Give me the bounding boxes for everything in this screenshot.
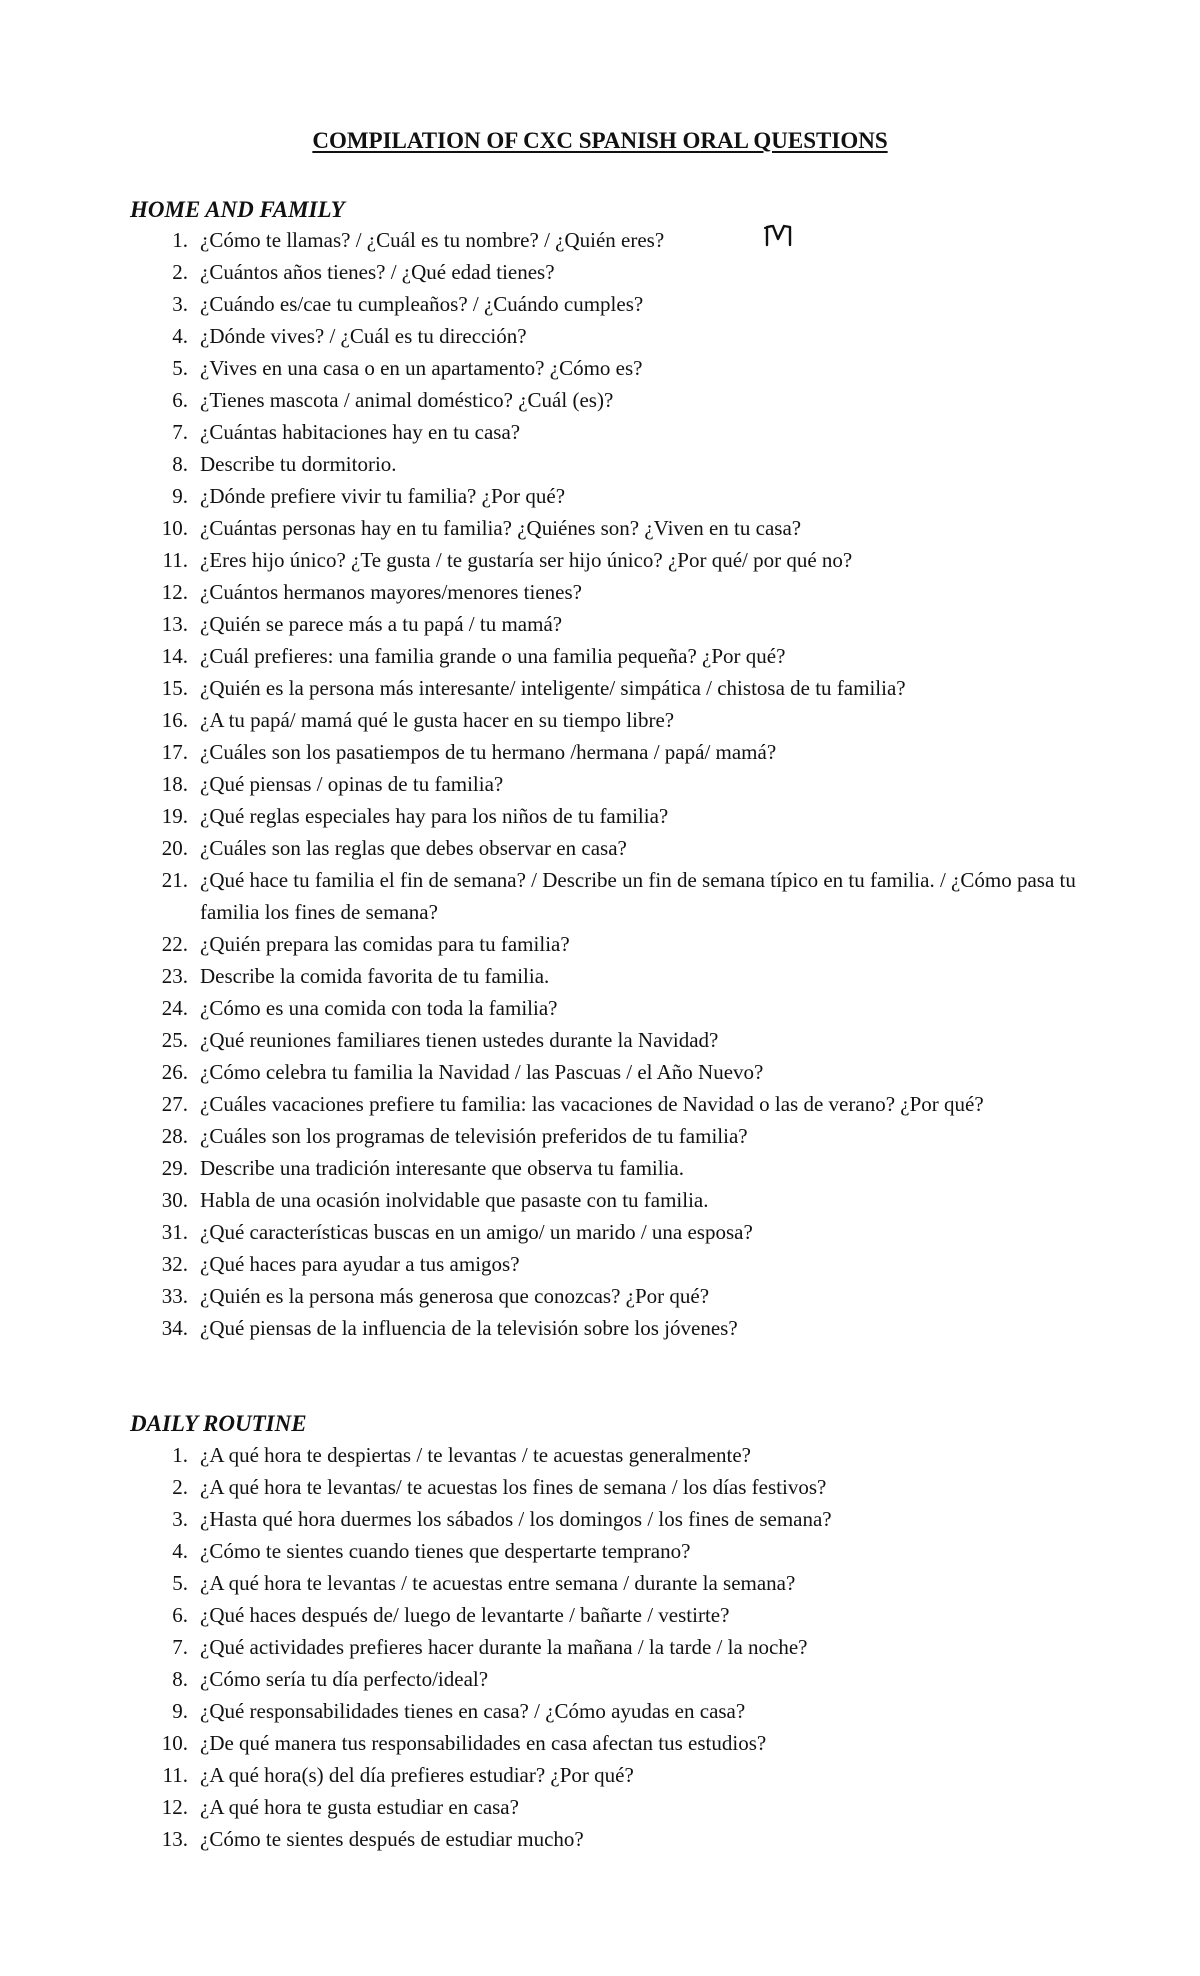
question-text: ¿Cómo sería tu día perfecto/ideal? [200,1667,489,1691]
question-number: 32. [161,1252,188,1276]
question-text: ¿Tienes mascota / animal doméstico? ¿Cuál (es)? [200,388,614,412]
question-text: ¿Qué reuniones familiares tienen ustedes durante la Navidad? [200,1028,719,1052]
question-item [0,1439,1200,1471]
question-number: 10. [161,516,188,540]
question-item [0,512,1200,544]
question-text: ¿Cómo te sientes cuando tienes que despertarte temprano? [200,1539,691,1563]
question-text: ¿Eres hijo único? ¿Te gusta / te gustaría ser hijo único? ¿Por qué/ por qué no? [200,548,853,572]
question-text: ¿Quién se parece más a tu papá / tu mamá? [200,612,563,636]
question-number: 3. [172,292,188,316]
question-text: ¿A qué hora te despiertas / te levantas / te acuestas generalmente? [200,1443,752,1467]
question-item [0,416,1200,448]
question-text: ¿Cuál prefieres: una familia grande o una familia pequeña? ¿Por qué? [200,644,786,668]
question-item [0,1471,1200,1503]
question-item [0,1535,1200,1567]
question-number: 19. [161,804,188,828]
handwritten-m-mark [764,223,794,249]
question-item [0,448,1200,480]
question-text: ¿Qué piensas / opinas de tu familia? [200,772,504,796]
question-text: ¿De qué manera tus responsabilidades en casa afectan tus estudios? [200,1731,767,1755]
question-text: Describe una tradición interesante que observa tu familia. [200,1156,684,1180]
question-item [0,1823,1200,1855]
question-number: 16. [161,708,188,732]
question-text: ¿Qué actividades prefieres hacer durante la mañana / la tarde / la noche? [200,1635,808,1659]
question-item [0,1152,1200,1184]
question-item [0,1727,1200,1759]
question-text: ¿Quién es la persona más generosa que conozcas? ¿Por qué? [200,1284,710,1308]
question-number: 9. [172,484,188,508]
question-text: ¿Qué piensas de la influencia de la televisión sobre los jóvenes? [200,1316,738,1340]
question-text: Describe la comida favorita de tu familia. [200,964,550,988]
question-text: ¿A qué hora te levantas/ te acuestas los fines de semana / los días festivos? [200,1475,827,1499]
question-number: 34. [161,1316,188,1340]
question-number: 13. [161,1827,188,1851]
question-number: 22. [161,932,188,956]
question-text: ¿Quién prepara las comidas para tu familia? [200,932,570,956]
question-item [0,1631,1200,1663]
question-item [0,320,1200,352]
question-text: ¿Cuáles son los pasatiempos de tu hermano /hermana / papá/ mamá? [200,740,777,764]
question-text: ¿Cómo te llamas? / ¿Cuál es tu nombre? / ¿Quién eres? [200,228,665,252]
question-item [0,864,1200,928]
question-number: 7. [172,1635,188,1659]
question-item [0,384,1200,416]
question-item [0,352,1200,384]
question-number: 2. [172,1475,188,1499]
question-item [0,1599,1200,1631]
question-item [0,1695,1200,1727]
question-number: 26. [161,1060,188,1084]
question-number: 23. [161,964,188,988]
question-number: 30. [161,1188,188,1212]
question-number: 11. [162,1763,188,1787]
question-number: 15. [161,676,188,700]
question-text: ¿A qué hora te levantas / te acuestas entre semana / durante la semana? [200,1571,796,1595]
question-item [0,960,1200,992]
question-item [0,608,1200,640]
question-item [0,1216,1200,1248]
question-number: 1. [172,228,188,252]
question-number: 1. [172,1443,188,1467]
question-text: ¿Qué hace tu familia el fin de semana? / Describe un fin de semana típico en tu familia. / ¿Cómo pasa tu familia los fines de semana? [200,868,1076,924]
question-item [0,480,1200,512]
question-list-daily-routine [0,1439,1200,1855]
question-number: 6. [172,388,188,412]
question-number: 18. [161,772,188,796]
question-text: ¿Cuántos hermanos mayores/menores tienes? [200,580,582,604]
question-number: 9. [172,1699,188,1723]
question-item [0,224,1200,256]
question-item [0,1280,1200,1312]
question-item [0,1663,1200,1695]
question-number: 4. [172,324,188,348]
question-item [0,800,1200,832]
question-text: ¿Qué responsabilidades tienes en casa? / ¿Cómo ayudas en casa? [200,1699,746,1723]
question-text: ¿Cuántas habitaciones hay en tu casa? [200,420,521,444]
question-item [0,544,1200,576]
question-text: ¿Dónde prefiere vivir tu familia? ¿Por qué? [200,484,566,508]
question-number: 27. [161,1092,188,1116]
question-number: 12. [161,1795,188,1819]
question-number: 8. [172,1667,188,1691]
question-item [0,928,1200,960]
question-number: 3. [172,1507,188,1531]
question-text: ¿Cuántas personas hay en tu familia? ¿Quiénes son? ¿Viven en tu casa? [200,516,802,540]
question-number: 12. [161,580,188,604]
question-number: 28. [161,1124,188,1148]
question-number: 6. [172,1603,188,1627]
question-item [0,288,1200,320]
question-number: 8. [172,452,188,476]
question-number: 10. [161,1731,188,1755]
question-text: ¿Cuáles vacaciones prefiere tu familia: las vacaciones de Navidad o las de verano? ¿Por qué? [200,1092,984,1116]
question-number: 5. [172,1571,188,1595]
question-number: 33. [161,1284,188,1308]
question-text: ¿Cuáles son los programas de televisión preferidos de tu familia? [200,1124,748,1148]
question-text: ¿A qué hora te gusta estudiar en casa? [200,1795,519,1819]
question-text: ¿Hasta qué hora duermes los sábados / los domingos / los fines de semana? [200,1507,832,1531]
question-item [0,1184,1200,1216]
question-item [0,1120,1200,1152]
question-item [0,1759,1200,1791]
document-title: COMPILATION OF CXC SPANISH ORAL QUESTIONS [312,128,888,153]
question-number: 17. [161,740,188,764]
question-number: 14. [161,644,188,668]
question-number: 4. [172,1539,188,1563]
question-item [0,256,1200,288]
question-number: 13. [161,612,188,636]
question-text: ¿Cómo celebra tu familia la Navidad / las Pascuas / el Año Nuevo? [200,1060,764,1084]
question-text: ¿Vives en una casa o en un apartamento? ¿Cómo es? [200,356,643,380]
question-number: 29. [161,1156,188,1180]
question-text: ¿Dónde vives? / ¿Cuál es tu dirección? [200,324,527,348]
question-text: ¿Cuándo es/cae tu cumpleaños? / ¿Cuándo cumples? [200,292,644,316]
section-heading-daily-routine: DAILY ROUTINE [130,1411,307,1436]
question-item [0,832,1200,864]
question-item [0,992,1200,1024]
question-item [0,576,1200,608]
question-number: 5. [172,356,188,380]
question-item [0,672,1200,704]
question-item [0,640,1200,672]
section-heading-home-and-family: HOME AND FAMILY [130,197,345,222]
question-item [0,1024,1200,1056]
question-text: Habla de una ocasión inolvidable que pasaste con tu familia. [200,1188,709,1212]
question-text: ¿Qué reglas especiales hay para los niños de tu familia? [200,804,669,828]
question-list-home-and-family [0,224,1200,1344]
question-text: ¿Quién es la persona más interesante/ inteligente/ simpática / chistosa de tu familia? [200,676,906,700]
question-text: ¿Cómo te sientes después de estudiar mucho? [200,1827,584,1851]
question-text: Describe tu dormitorio. [200,452,397,476]
question-number: 2. [172,260,188,284]
question-text: ¿A qué hora(s) del día prefieres estudiar? ¿Por qué? [200,1763,634,1787]
question-item [0,1248,1200,1280]
question-text: ¿A tu papá/ mamá qué le gusta hacer en su tiempo libre? [200,708,675,732]
question-number: 20. [161,836,188,860]
question-item [0,704,1200,736]
question-number: 24. [161,996,188,1020]
question-text: ¿Cuáles son las reglas que debes observar en casa? [200,836,627,860]
question-item [0,1056,1200,1088]
question-number: 25. [161,1028,188,1052]
question-item [0,1567,1200,1599]
question-text: ¿Cómo es una comida con toda la familia? [200,996,558,1020]
question-item [0,1503,1200,1535]
question-item [0,736,1200,768]
question-number: 21. [161,868,188,892]
question-text: ¿Qué haces después de/ luego de levantarte / bañarte / vestirte? [200,1603,730,1627]
question-item [0,1088,1200,1120]
question-text: ¿Qué haces para ayudar a tus amigos? [200,1252,520,1276]
question-number: 7. [172,420,188,444]
question-item [0,768,1200,800]
question-number: 11. [162,548,188,572]
question-text: ¿Cuántos años tienes? / ¿Qué edad tienes? [200,260,555,284]
question-text: ¿Qué características buscas en un amigo/ un marido / una esposa? [200,1220,753,1244]
question-number: 31. [161,1220,188,1244]
question-item [0,1791,1200,1823]
question-item [0,1312,1200,1344]
